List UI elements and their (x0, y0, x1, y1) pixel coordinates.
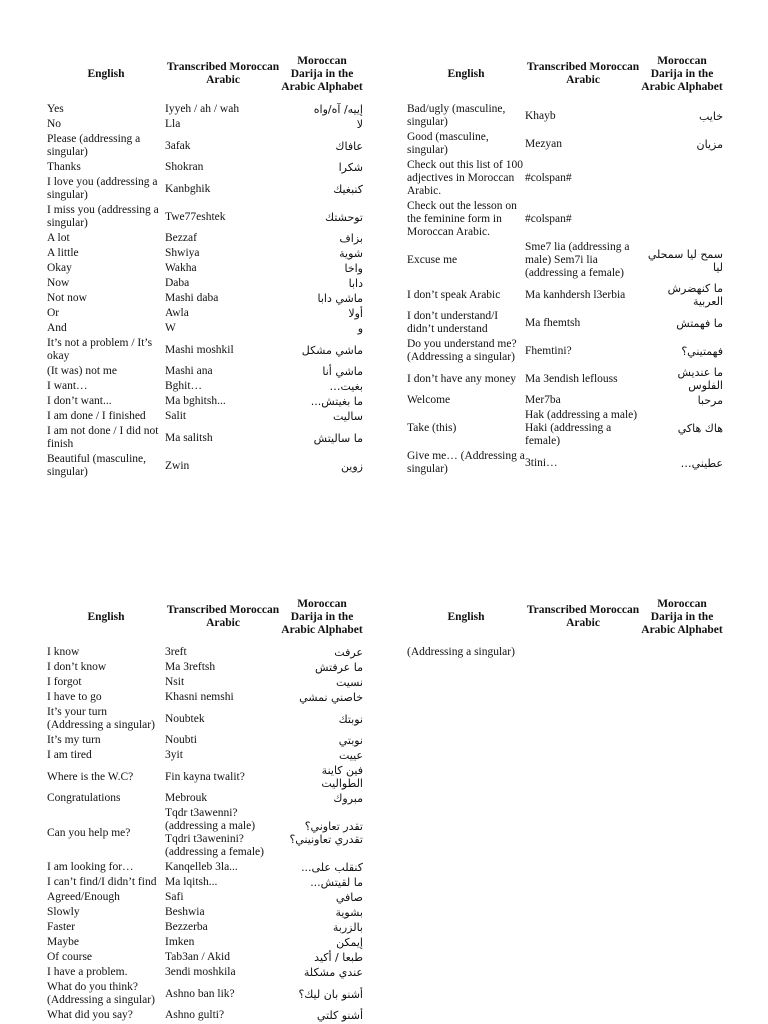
arabic-cell: أشنو كلتي (316, 1009, 363, 1022)
arabic-cell: ما فهمتش (676, 316, 723, 330)
table-row (407, 365, 723, 393)
transcribed-cell: 3endi moshkila (165, 966, 236, 978)
header-arabic: Moroccan Darija in the Arabic Alphabet (281, 54, 363, 93)
transcribed-cell: Mashi daba (165, 292, 219, 304)
phrase-table-1 (47, 46, 363, 480)
transcribed-cell: Ma salitsh (165, 431, 213, 444)
transcribed-cell: Mashi moshkil (165, 343, 234, 356)
english-cell: Okay (47, 262, 72, 274)
arabic-cell: ما كنهضرش العربية (667, 282, 723, 308)
table-row (47, 321, 363, 336)
english-cell: Agreed/Enough (47, 891, 120, 903)
arabic-cell (641, 645, 723, 660)
transcribed-cell: Tqdr t3awenni? (addressing a male) Tqdri t3awenini? (addressing a female) (165, 807, 264, 858)
english-cell: And (47, 322, 67, 334)
english-cell: I miss you (addressing a singular) (47, 204, 159, 229)
english-cell: Congratulations (47, 792, 121, 804)
transcribed-cell: Ma lqitsh... (165, 876, 218, 888)
table-row (47, 660, 363, 675)
header-english: English (87, 67, 125, 80)
arabic-cell: بشوية (335, 906, 363, 919)
transcribed-cell: Nsit (165, 676, 185, 688)
transcribed-cell: Noubtek (165, 712, 205, 725)
english-cell: Not now (47, 292, 87, 304)
arabic-cell: تقدر تعاوني؟ تقدري تعاونيني؟ (289, 820, 363, 846)
table-row (47, 905, 363, 920)
arabic-cell: ما بغيتش... (310, 395, 363, 408)
transcribed-cell: Khasni nemshi (165, 691, 234, 703)
arabic-cell: إيمكن (336, 936, 363, 949)
header-transcribed: Transcribed Moroccan Arabic (166, 61, 280, 86)
table-row (407, 199, 723, 240)
transcribed-cell: Bezzerba (165, 921, 208, 933)
transcribed-cell: 3yit (165, 749, 183, 761)
english-cell: I am not done / I did not finish (47, 425, 159, 450)
english-cell: Beautiful (masculine, singular) (47, 453, 146, 478)
english-cell: I love you (addressing a singular) (47, 176, 158, 201)
arabic-cell: ما لقيتش... (310, 876, 363, 889)
english-cell: Give me… (Addressing a singular) (407, 450, 525, 475)
header-transcribed: Transcribed Moroccan Arabic (526, 61, 640, 86)
table-row (47, 1008, 363, 1023)
phrase-table-3 (47, 589, 363, 1023)
transcribed-cell: Fin kayna twalit? (165, 770, 245, 783)
english-cell: I don’t want... (47, 395, 112, 407)
header-transcribed: Transcribed Moroccan Arabic (526, 604, 640, 629)
table-row (47, 336, 363, 364)
transcribed-cell: Safi (165, 891, 184, 903)
arabic-cell: خايب (698, 109, 723, 123)
table-row (47, 645, 363, 660)
header-arabic: Moroccan Darija in the Arabic Alphabet (281, 597, 363, 636)
transcribed-cell: Twe77eshtek (165, 210, 226, 223)
arabic-cell: صافي (335, 891, 363, 904)
english-cell: Can you help me? (47, 826, 131, 839)
table-row (47, 806, 363, 860)
arabic-cell: ما عرفتش (315, 661, 363, 674)
transcribed-cell: Mebrouk (165, 792, 208, 804)
table-row (47, 675, 363, 690)
english-cell: What did you say? (47, 1009, 133, 1021)
transcribed-cell: Iyyeh / ah / wah (165, 103, 240, 115)
english-cell: Excuse me (407, 254, 458, 266)
table-row (47, 890, 363, 905)
transcribed-cell: Imken (165, 936, 195, 948)
table-row (47, 875, 363, 890)
table-row (407, 309, 723, 337)
arabic-cell: شكرا (338, 161, 363, 174)
english-cell: Slowly (47, 906, 80, 918)
english-cell: Check out the lesson on the feminine form in Moroccan Arabic. (407, 200, 517, 238)
english-cell: I can’t find/I didn’t find (47, 876, 157, 888)
english-cell: Do you understand me? (Addressing a singular) (407, 338, 517, 363)
english-cell: I am done / I finished (47, 410, 146, 422)
transcribed-cell: Kanqelleb 3la... (165, 861, 238, 873)
english-cell: Please (addressing a singular) (47, 133, 141, 158)
table-row (47, 132, 363, 160)
table-row (407, 281, 723, 309)
english-cell: A little (47, 247, 79, 259)
table-row (47, 860, 363, 875)
transcribed-cell: Ashno gulti? (165, 1009, 225, 1021)
transcribed-cell: Ma fhemtsh (525, 316, 581, 329)
table-row (47, 117, 363, 132)
transcribed-cell: Shokran (165, 161, 204, 173)
english-cell: I want… (47, 380, 88, 392)
english-cell: A lot (47, 232, 70, 244)
arabic-cell: أولا (348, 307, 363, 320)
transcribed-cell: Zwin (165, 459, 190, 472)
transcribed-cell: Ma 3reftsh (165, 661, 216, 673)
english-cell: (It was) not me (47, 365, 117, 377)
table-row (47, 246, 363, 261)
arabic-cell: فهمتيني؟ (681, 344, 723, 358)
english-cell: I don’t know (47, 661, 107, 673)
transcribed-cell: Khayb (525, 109, 556, 122)
table-row (47, 409, 363, 424)
transcribed-cell: #colspan# (525, 172, 572, 184)
english-cell: I have a problem. (47, 966, 128, 978)
table-row (407, 102, 723, 130)
english-cell: Faster (47, 921, 76, 933)
arabic-cell: خاصني نمشي (299, 691, 363, 704)
table-row (47, 452, 363, 480)
arabic-cell: هاك هاكي (677, 422, 723, 435)
english-cell: I don’t have any money (407, 372, 517, 385)
transcribed-cell: Tab3an / Akid (165, 951, 230, 963)
arabic-cell: نسيت (336, 676, 363, 689)
english-cell: Or (47, 307, 60, 319)
table-row (47, 920, 363, 935)
arabic-cell: عطيني… (680, 456, 723, 470)
table-row (47, 705, 363, 733)
header-english: English (87, 610, 125, 623)
arabic-cell: عييت (338, 749, 363, 762)
table-row (47, 424, 363, 452)
english-cell: What do you think? (Addressing a singular) (47, 981, 155, 1006)
table-row (407, 449, 723, 477)
transcribed-cell: Beshwia (165, 906, 205, 918)
table-row (47, 965, 363, 980)
header-english: English (447, 67, 485, 80)
table-row (47, 203, 363, 231)
english-cell: Welcome (407, 394, 451, 406)
transcribed-cell: Mashi ana (165, 365, 213, 377)
table-row (47, 733, 363, 748)
header-transcribed: Transcribed Moroccan Arabic (166, 604, 280, 629)
english-cell: Now (47, 277, 70, 289)
english-cell: It’s not a problem / It’s okay (47, 337, 153, 362)
arabic-cell: ماشي دابا (317, 292, 363, 305)
arabic-cell: و (357, 322, 363, 335)
table-row (47, 175, 363, 203)
transcribed-cell: Ma bghitsh... (165, 395, 226, 407)
arabic-cell: عافاك (335, 139, 363, 153)
table-row (47, 160, 363, 175)
transcribed-cell: Kanbghik (165, 182, 211, 195)
arabic-cell: دابا (348, 277, 363, 290)
arabic-cell: بغيت… (329, 380, 363, 393)
transcribed-cell: Bezzaf (165, 232, 197, 244)
arabic-cell: فين كاينة الطواليت (321, 764, 363, 790)
table-row (407, 337, 723, 365)
phrase-table-2 (407, 46, 723, 477)
transcribed-cell: 3afak (165, 139, 191, 152)
transcribed-cell: 3reft (165, 646, 187, 658)
english-cell: Where is the W.C? (47, 770, 134, 783)
english-cell: Thanks (47, 161, 81, 173)
english-cell: I have to go (47, 691, 102, 703)
arabic-cell: سمح ليا سمحلي ليا (647, 247, 723, 274)
transcribed-cell: Salit (165, 410, 187, 422)
table-row (47, 950, 363, 965)
arabic-cell (641, 199, 723, 240)
table-row (47, 231, 363, 246)
arabic-cell: مزيان (696, 137, 723, 151)
arabic-cell: نوبتي (338, 734, 363, 747)
transcribed-cell: Ma 3endish leflouss (525, 372, 618, 385)
transcribed-cell: Daba (165, 277, 190, 289)
transcribed-cell: Bghit… (165, 380, 203, 392)
table-row (47, 690, 363, 705)
transcribed-cell: W (165, 322, 176, 334)
table-row (47, 306, 363, 321)
english-cell: I know (47, 646, 80, 658)
table-row (47, 980, 363, 1008)
transcribed-cell: 3tini… (525, 456, 558, 469)
transcribed-cell: Hak (addressing a male) Haki (addressing a female) (525, 409, 638, 447)
table-row (407, 158, 723, 199)
arabic-cell: ماشي مشكل (301, 343, 363, 357)
arabic-cell: بزاف (339, 232, 363, 245)
english-cell: No (47, 118, 62, 130)
arabic-cell: مرحبا (697, 394, 723, 407)
table-row (47, 102, 363, 117)
english-cell: I don’t speak Arabic (407, 288, 501, 301)
transcribed-cell: Noubti (165, 734, 197, 746)
transcribed-cell: Mer7ba (525, 394, 561, 406)
arabic-cell: توحشتك (325, 210, 363, 224)
transcribed-cell: Ashno ban lik? (165, 987, 235, 1000)
transcribed-cell: Sme7 lia (addressing a male) Sem7i lia (addressing a female) (525, 241, 630, 279)
arabic-cell: عندي مشكلة (303, 966, 363, 979)
table-row (47, 763, 363, 791)
table-row (47, 364, 363, 379)
arabic-cell: شوية (339, 247, 363, 260)
transcribed-cell: Wakha (165, 262, 197, 274)
transcribed-cell: #colspan# (525, 213, 572, 225)
arabic-cell: نوبتك (338, 712, 363, 726)
table-row (47, 379, 363, 394)
table-row (407, 240, 723, 281)
table-row (407, 130, 723, 158)
arabic-cell: ما ساليتش (313, 431, 363, 445)
table-row (407, 408, 723, 449)
transcribed-cell: Shwiya (165, 247, 200, 259)
arabic-cell: أشنو بان ليك؟ (298, 987, 363, 1001)
english-cell: Good (masculine, singular) (407, 131, 489, 156)
arabic-cell: زوين (340, 459, 363, 473)
table-row (47, 276, 363, 291)
arabic-cell: عرفت (334, 646, 363, 659)
english-cell: I am looking for… (47, 861, 134, 873)
arabic-cell: ما عنديش الفلوس (677, 366, 723, 392)
transcribed-cell: Awla (165, 307, 189, 319)
english-cell: It’s my turn (47, 734, 101, 746)
table-row (47, 748, 363, 763)
english-cell: I forgot (47, 676, 82, 688)
header-arabic: Moroccan Darija in the Arabic Alphabet (641, 597, 723, 636)
arabic-cell: بالزربة (332, 921, 363, 934)
arabic-cell: ماشي أنا (322, 365, 363, 378)
header-english: English (447, 610, 485, 623)
arabic-cell: مبروك (333, 792, 363, 805)
transcribed-cell (525, 645, 641, 660)
arabic-cell: طبعا / أكيد (314, 951, 363, 964)
arabic-cell: كنقلب على... (301, 861, 363, 874)
phrase-table-4 (407, 589, 723, 660)
english-cell: I don’t understand/I didn’t understand (407, 310, 499, 335)
table-row (407, 645, 723, 660)
english-cell: It’s your turn (Addressing a singular) (47, 706, 155, 731)
english-cell: Maybe (47, 936, 79, 948)
arabic-cell (641, 158, 723, 199)
table-row (47, 261, 363, 276)
arabic-cell: واخا (344, 262, 363, 275)
english-cell: I am tired (47, 749, 92, 761)
arabic-cell: لا (356, 118, 363, 131)
english-cell: Take (this) (407, 422, 457, 434)
table-row (47, 935, 363, 950)
table-row (47, 291, 363, 306)
table-row (47, 791, 363, 806)
table-row (47, 394, 363, 409)
transcribed-cell: Lla (165, 118, 181, 130)
arabic-cell: إييه/ آه/واه (313, 103, 363, 116)
english-cell: (Addressing a singular) (407, 646, 515, 658)
english-cell: Yes (47, 103, 64, 115)
english-cell: Of course (47, 951, 93, 963)
english-cell: Bad/ugly (masculine, singular) (407, 103, 506, 128)
arabic-cell: كنبغيك (333, 182, 363, 196)
transcribed-cell: Mezyan (525, 137, 563, 150)
english-cell: Check out this list of 100 adjectives in Moroccan Arabic. (407, 159, 523, 197)
transcribed-cell: Ma kanhdersh l3erbia (525, 288, 626, 301)
header-arabic: Moroccan Darija in the Arabic Alphabet (641, 54, 723, 93)
table-row (407, 393, 723, 408)
transcribed-cell: Fhemtini? (525, 344, 572, 357)
arabic-cell: ساليت (332, 410, 363, 423)
